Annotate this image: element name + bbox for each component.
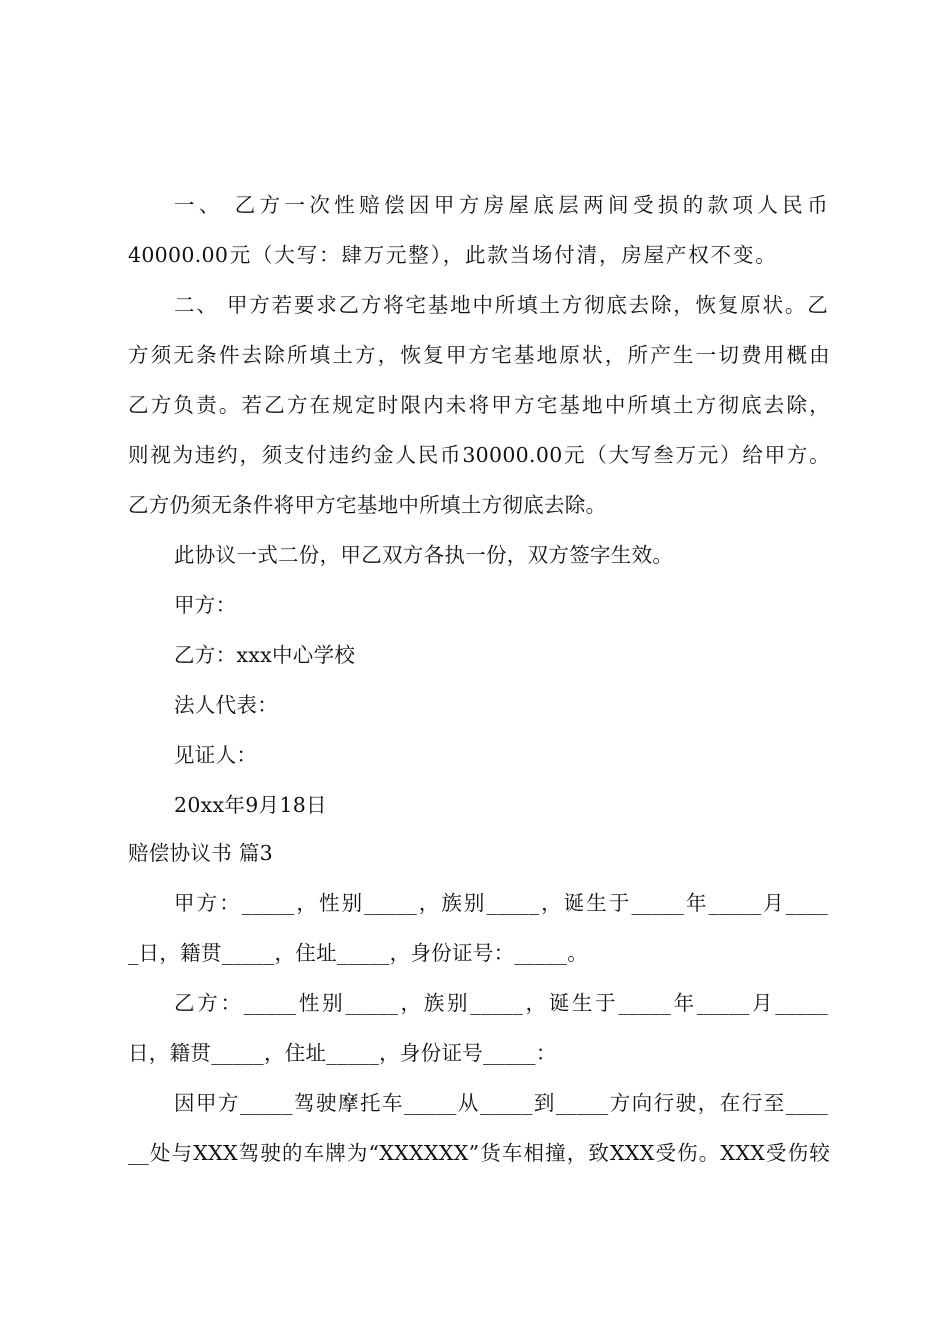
paragraph-line: 因甲方_____驾驶摩托车_____从_____到_____方向行驶，在行至____ [174, 1091, 828, 1115]
paragraph-line: 乙方负责。若乙方在规定时限内未将甲方宅基地中所填土方彻底去除， [128, 393, 830, 417]
party-a-label: 甲方： [174, 593, 237, 617]
section-heading: 赔偿协议书 篇3 [128, 841, 273, 865]
paragraph-line: 一、 乙方一次性赔偿因甲方房屋底层两间受损的款项人民币 [174, 193, 828, 217]
paragraph-line: _日，籍贯_____，住址_____，身份证号：_____。 [128, 941, 588, 965]
witness-label: 见证人： [174, 743, 258, 767]
paragraph-line: 乙方：_____性别_____，族别_____，诞生于_____年_____月_____ [174, 991, 828, 1015]
date-line: 20xx年9月18日 [174, 793, 327, 817]
party-b-label: 乙方：xxx中心学校 [174, 643, 356, 667]
paragraph-line: 二、 甲方若要求乙方将宅基地中所填土方彻底去除，恢复原状。乙 [174, 293, 828, 317]
paragraph-line: 日，籍贯_____，住址_____，身份证号_____： [128, 1041, 557, 1065]
legal-rep-label: 法人代表： [174, 693, 278, 717]
paragraph-line: 40000.00元（大写：肆万元整），此款当场付清，房屋产权不变。 [128, 243, 776, 267]
paragraph-line: 方须无条件去除所填土方，恢复甲方宅基地原状，所产生一切费用概由 [128, 343, 830, 367]
paragraph-line: 甲方：_____，性别_____，族别_____，诞生于_____年_____月____ [174, 891, 828, 915]
paragraph-line: 此协议一式二份，甲乙双方各执一份，双方签字生效。 [174, 543, 674, 567]
paragraph-line: __处与XXX驾驶的车牌为“XXXXXX”货车相撞，致XXX受伤。XXX受伤较 [128, 1141, 830, 1165]
paragraph-line: 则视为违约，须支付违约金人民币30000.00元（大写叁万元）给甲方。 [128, 443, 830, 467]
paragraph-line: 乙方仍须无条件将甲方宅基地中所填土方彻底去除。 [128, 493, 607, 517]
